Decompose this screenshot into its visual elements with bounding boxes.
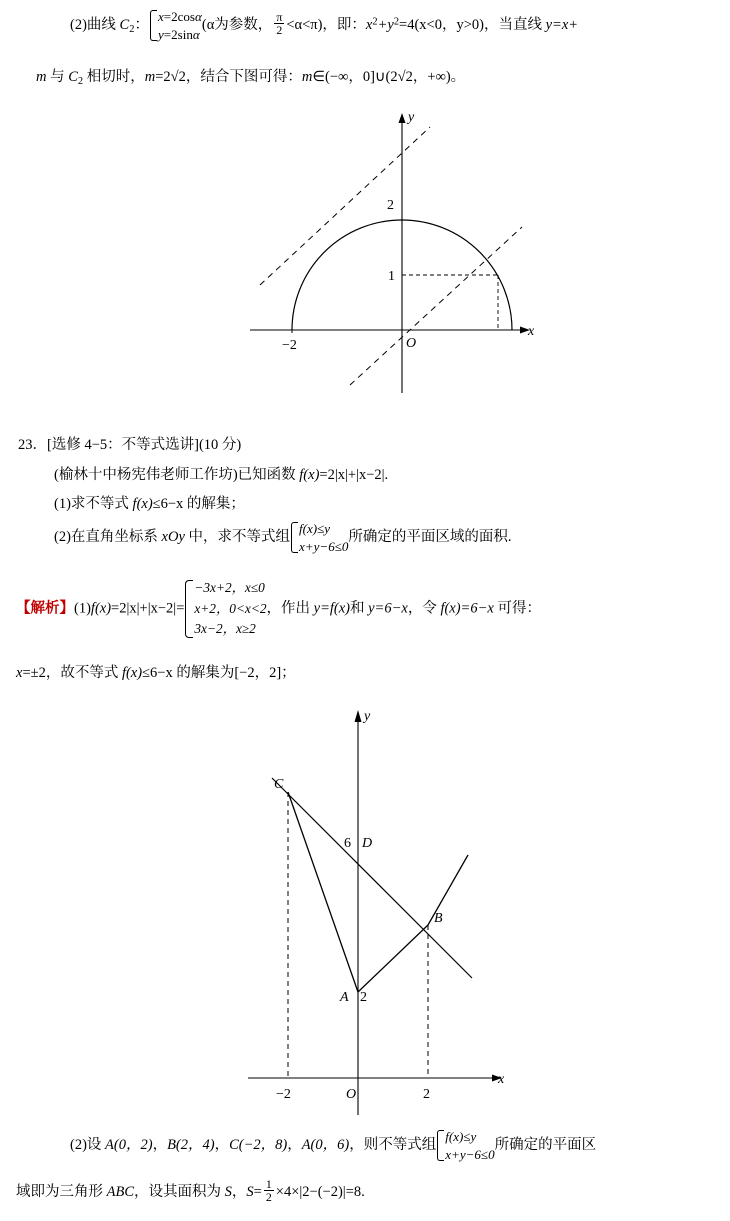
para1-comma2: ， [483, 16, 499, 33]
para1-eq2: +y [377, 16, 394, 33]
y-axis-arrow [399, 113, 406, 123]
case-3: 3x−2，x≥2 [194, 621, 256, 637]
q23-source: (榆林十中杨宪伟老师工作坊)已知函数 [54, 467, 300, 483]
fig2-tick-neg2: −2 [276, 1087, 291, 1102]
solution-tail3: ，令 [407, 600, 441, 617]
final-S: S [224, 1184, 232, 1201]
case-2: x+2，0<x<2 [194, 600, 267, 616]
para2-m2: m [144, 69, 156, 85]
para1-ji: 即： [336, 16, 366, 33]
para1-comma1: ， [322, 16, 337, 33]
final-c3: ， [287, 1136, 302, 1153]
fig1-x-label: x [528, 324, 535, 339]
final-c1: ， [152, 1136, 168, 1153]
final-c2: ， [214, 1136, 230, 1153]
frac-den: 2 [276, 23, 283, 38]
fig1-origin-label: O [406, 336, 417, 351]
q23-inequality-system [290, 520, 348, 555]
solution-y3: f(x)=6−x [440, 600, 494, 617]
tangent-line-upper [260, 127, 430, 285]
tangent-line-lower [350, 227, 522, 385]
solution-line2-c: ≤6−x 的解集为[−2，2]； [142, 665, 296, 681]
final-paragraph-1 [70, 1128, 730, 1163]
final-end: 所确定的平面区 [494, 1136, 597, 1153]
para2-tangent: 相切时， [83, 69, 145, 85]
solution-fx: f(x) [90, 600, 112, 617]
final-c4: ，则不等式组 [349, 1136, 437, 1153]
branch-middle [358, 925, 428, 992]
q23-item2-mid: 中，求不等式组 [184, 528, 291, 545]
fig2-label-2: 2 [360, 990, 367, 1005]
case-1: −3x+2，x≤0 [194, 580, 265, 595]
fig2-origin-label: O [346, 1087, 357, 1102]
param-system [149, 8, 202, 43]
q23-item1: (1)求不等式 [54, 496, 133, 512]
solution-tag: 【解析】 [16, 600, 74, 617]
q23-fx: f(x) [299, 467, 320, 483]
para2-conclusion: 结合下图可得： [200, 69, 302, 85]
fig1-tick-2: 2 [387, 198, 394, 213]
final-p1: (2)设 [70, 1136, 106, 1153]
figure-piecewise-region [230, 700, 550, 1120]
para2-m1: m [36, 69, 47, 85]
fig1-tick-neg2: −2 [282, 338, 297, 353]
line-x-plus-y-6 [272, 778, 472, 978]
question-23-header [18, 432, 718, 460]
final-p2e: ×4×|2−(−2)|=8. [275, 1184, 365, 1201]
solution-tail2: 和 [349, 600, 369, 617]
fig2-point-A: A [340, 990, 349, 1005]
fig2-x-label: x [498, 1072, 505, 1087]
para2-with: 与 [46, 69, 69, 85]
final-inequality-system [436, 1128, 494, 1163]
final-A1: A(0，2) [105, 1136, 153, 1153]
final-paragraph-2 [16, 1178, 716, 1207]
solution-line2-f: f(x) [121, 665, 143, 681]
figure-semicircle [230, 105, 560, 395]
solution-line2 [16, 660, 716, 688]
para1-paren-note: (α为参数， [201, 16, 273, 33]
sys-y: y [157, 26, 164, 42]
fig2-point-B: B [434, 911, 443, 926]
question-23-item2 [54, 520, 730, 555]
final-p2b: ，设其面积为 [134, 1184, 225, 1201]
para1-colon: ： [134, 16, 149, 33]
fig1-y-label: y [408, 110, 415, 125]
final-sys2: x+y−6≤0 [445, 1146, 495, 1162]
para1-c2-sub: 2 [129, 23, 135, 35]
para2-set: ∈(−∞，0]∪(2 [312, 69, 398, 85]
fraction-pi-2 [274, 11, 284, 37]
solution-line2-b: =±2，故不等式 [22, 665, 122, 681]
para2-c2-sub: 2 [77, 75, 84, 87]
para1-range: <α<π) [286, 16, 323, 33]
para1-eq-sup1: 2 [372, 16, 378, 28]
fig2-tick-2: 2 [423, 1087, 430, 1102]
q23-sys1: f(x)≤y [299, 521, 331, 536]
solution-y2: y=6−x [368, 600, 408, 617]
question-23-item1 [54, 491, 730, 519]
para2-comma: ， [185, 69, 201, 85]
q23-item1-rest: ≤6−x 的解集； [152, 496, 245, 512]
solution-y1: y=f(x) [313, 600, 350, 617]
q23-item1-f: f(x) [132, 496, 153, 512]
q23-title: [选修 4−5：不等式选讲](10 分) [47, 437, 242, 453]
solution-tail4: 可得： [493, 600, 541, 617]
fig2-label-6: 6 [344, 836, 351, 851]
para2-sqrt2: √2 [397, 69, 413, 85]
para1-prefix: (2)曲线 [70, 16, 120, 33]
piecewise-cases [184, 578, 266, 640]
half-den: 2 [265, 1190, 272, 1205]
final-sys1: f(x)≤y [445, 1129, 477, 1144]
solution-block [16, 578, 716, 640]
q23-item2: (2)在直角坐标系 [54, 528, 162, 545]
paragraph-tangent-result [36, 64, 716, 92]
final-B1: B(2，4) [167, 1136, 215, 1153]
para2-sqrt: √2 [170, 69, 186, 85]
fig2-y-label: y [364, 709, 371, 724]
sys-x: x [157, 9, 164, 24]
sys-x-eq: =2cos [163, 9, 196, 24]
q23-sys2: x+y−6≤0 [299, 538, 349, 554]
para1-when: 当直线 [498, 16, 546, 33]
sys-x-alpha: α [195, 9, 202, 24]
figure1-svg [230, 105, 560, 395]
q23-def: =2|x|+|x−2|. [319, 467, 389, 483]
final-p2c: ， [231, 1184, 247, 1201]
solution-expr: =2|x|+|x−2|= [111, 600, 185, 617]
final-C1: C(−2，8) [229, 1136, 288, 1153]
sys-y-eq: =2sin [163, 26, 193, 42]
solution-line2-x: x [16, 665, 23, 681]
para1-eq-sup2: 2 [393, 16, 400, 28]
sys-y-alpha: α [192, 26, 200, 42]
para2-c2: C [68, 69, 78, 85]
fig2-point-D: D [362, 836, 373, 851]
para2-set2: ，+∞)。 [412, 69, 466, 85]
fig2-point-C: C [274, 777, 284, 792]
final-p2a: 域即为三角形 [16, 1184, 107, 1201]
final-D1: A(0，6) [301, 1136, 350, 1153]
q23-item2-xoy: xOy [161, 528, 185, 545]
final-S2: S [246, 1184, 254, 1201]
solution-tail1: ，作出 [266, 600, 314, 617]
final-p2d: = [253, 1184, 262, 1201]
q23-item2-end: 所确定的平面区域的面积. [348, 528, 512, 545]
paragraph-curve-c2 [70, 8, 720, 43]
para2-m3: m [301, 69, 313, 85]
para1-line-y: y [545, 16, 553, 33]
para1-eq3: =4(x<0，y>0) [399, 16, 484, 33]
fig1-tick-1: 1 [388, 269, 395, 284]
solution-lead: (1) [74, 600, 91, 617]
q23-number: 23． [18, 437, 47, 453]
branch-left [288, 792, 358, 992]
para2-eq: =2 [155, 69, 171, 85]
figure2-svg [230, 700, 550, 1120]
fraction-one-half [264, 1178, 274, 1204]
question-23-source [54, 462, 730, 490]
frac-num: π [276, 9, 283, 24]
para1-eq-x: x [365, 16, 373, 33]
final-abc: ABC [106, 1184, 135, 1201]
half-num: 1 [265, 1177, 272, 1191]
para1-c2: C [119, 16, 130, 33]
fig2-y-axis-arrow [355, 710, 362, 722]
para1-line-eq: =x+ [552, 16, 579, 33]
